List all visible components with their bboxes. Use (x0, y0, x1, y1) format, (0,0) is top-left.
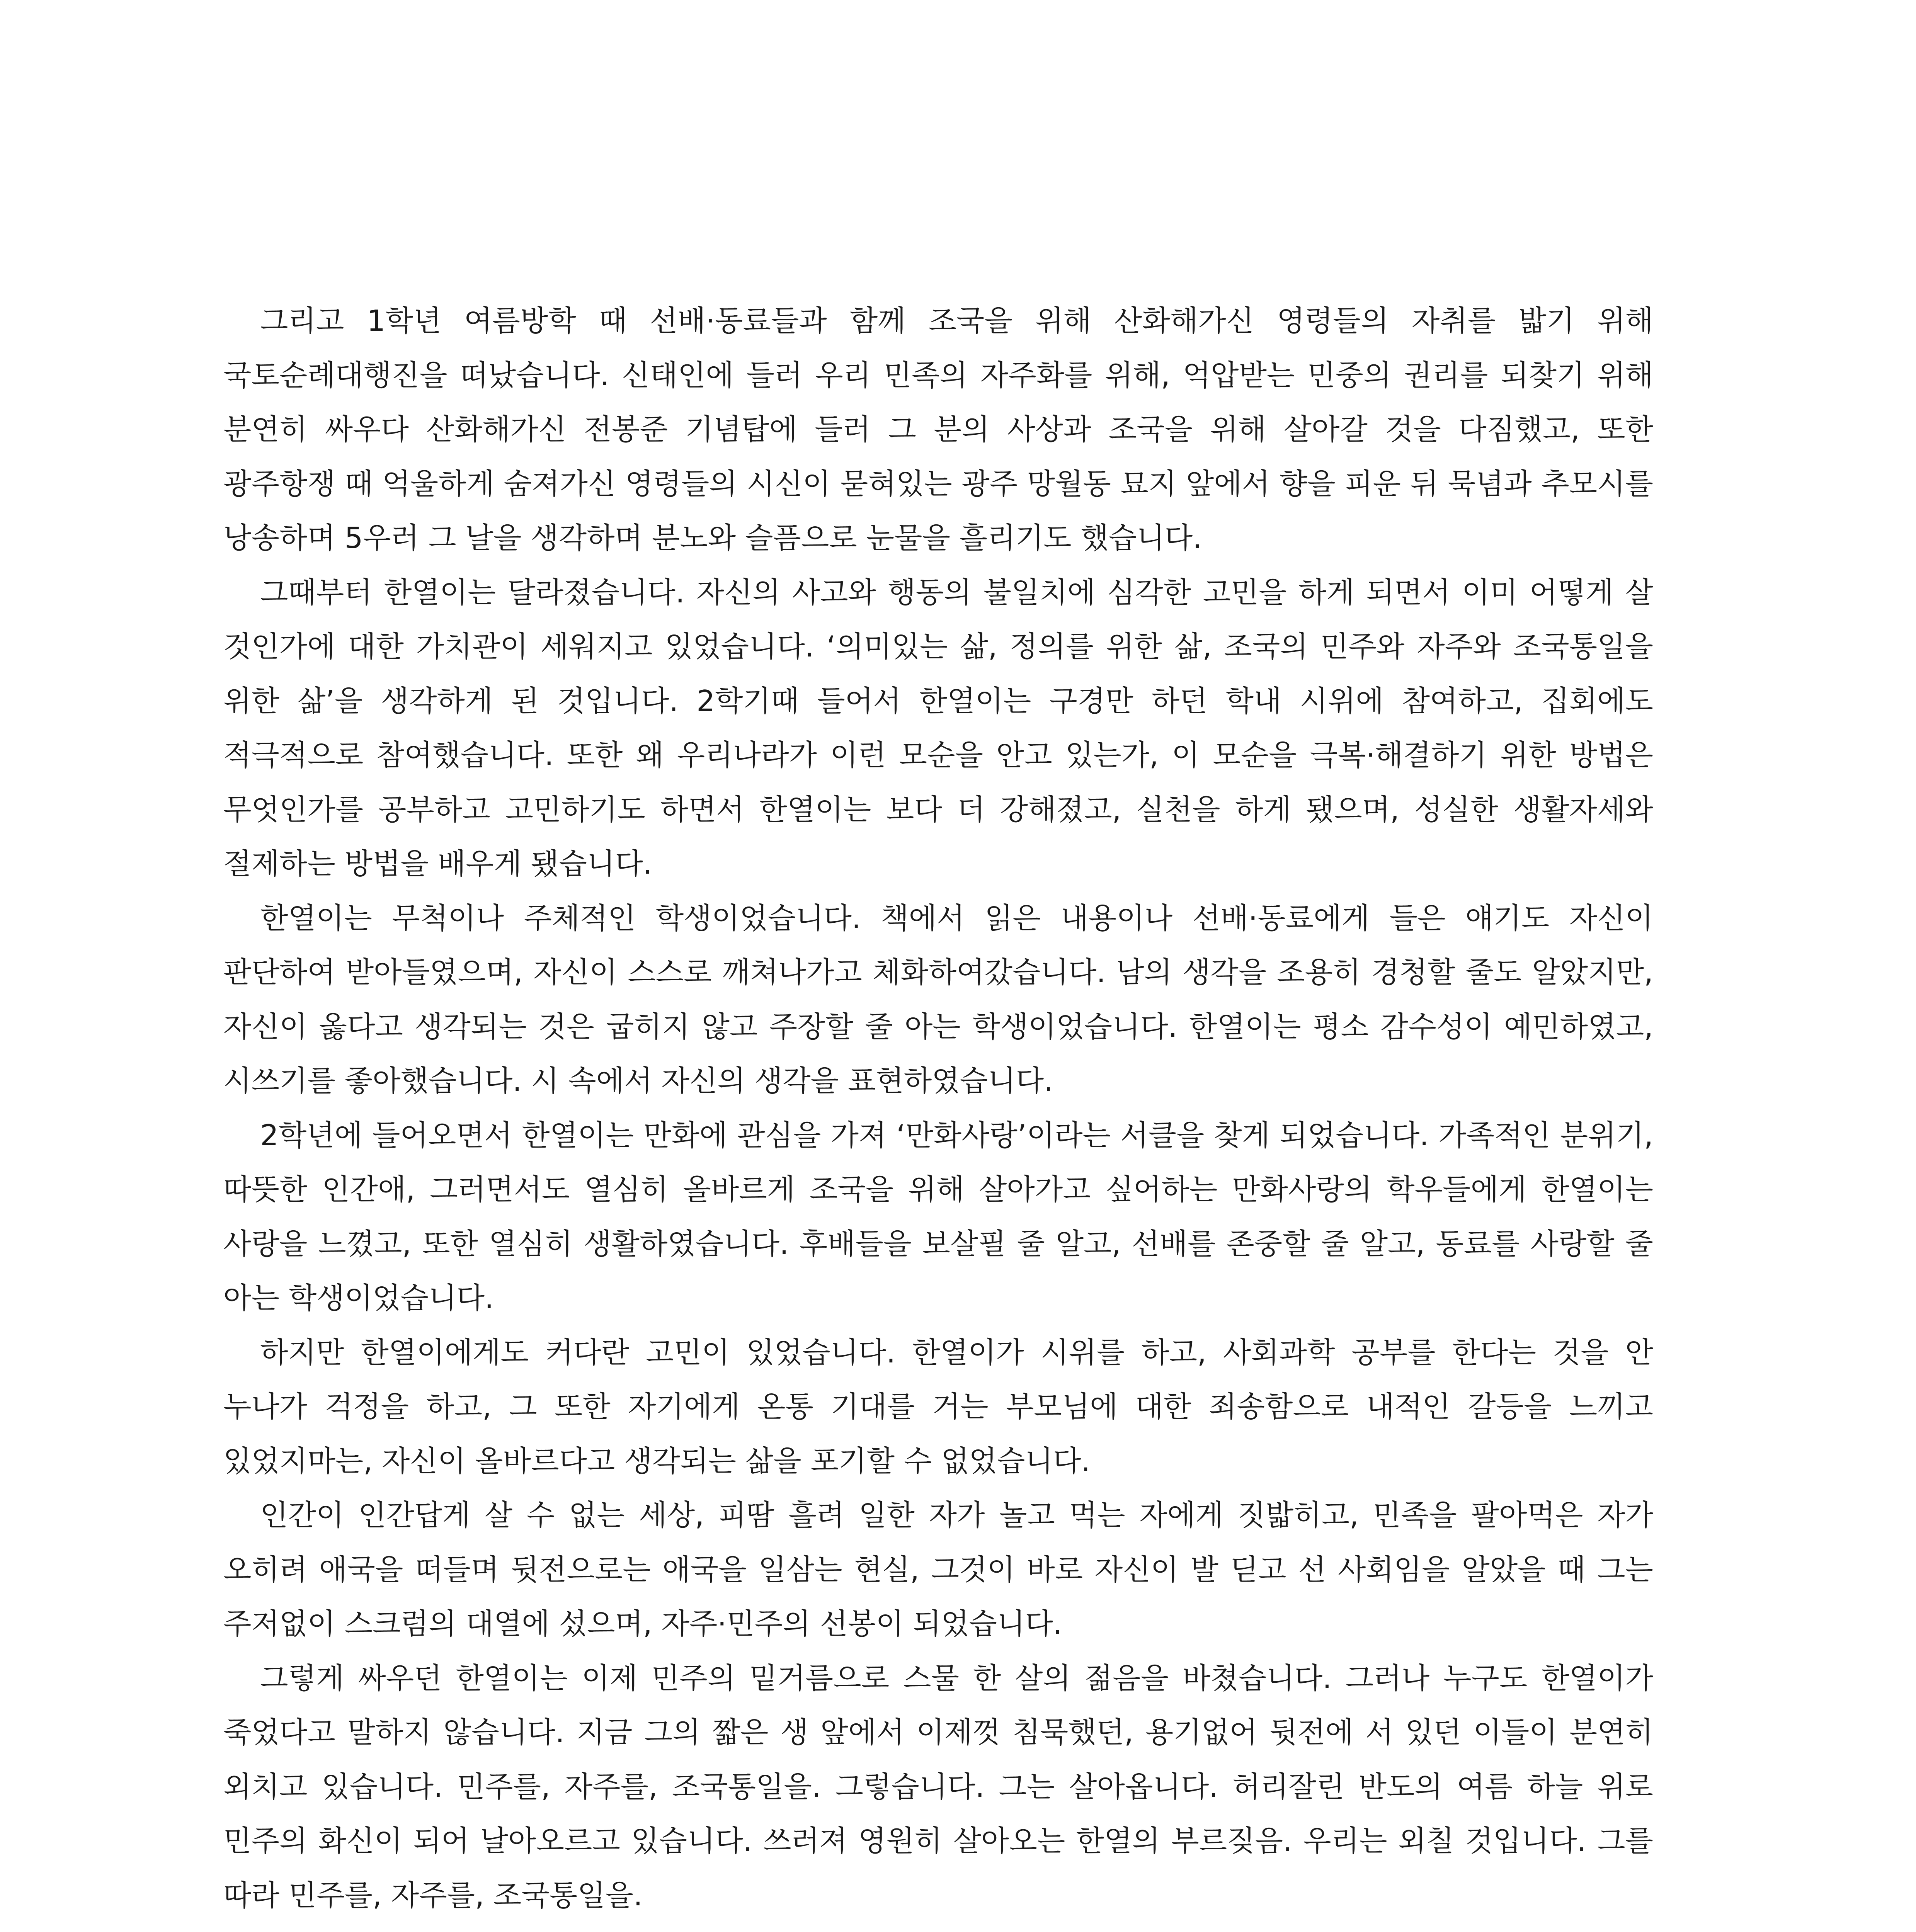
document-body (223, 294, 1653, 1922)
paragraph-2: 그때부터 한열이는 달라졌습니다. 자신의 사고와 행동의 불일치에 심각한 고민을 하게 되면서 이미 어떻게 살 것인가에 대한 가치관이 세워지고 있었습니다. ‘의미있는 삶, 정의를 위한 삶, 조국의 민주와 자주와 조국통일을 위한 삶’을 생각하게 된 것입니다. 2학기때 들어서 한열이는 구경만 하던 학내 시위에 참여하고, 집회에도 적극적으로 참여했습니다. 또한 왜 우리나라가 이런 모순을 안고 있는가, 이 모순을 극복·해결하기 위한 방법은 무엇인가를 공부하고 고민하기도 하면서 한열이는 보다 더 강해졌고, 실천을 하게 됐으며, 성실한 생활자세와 절제하는 방법을 배우게 됐습니다. (223, 575, 1653, 881)
paragraph-5: 하지만 한열이에게도 커다란 고민이 있었습니다. 한열이가 시위를 하고, 사회과학 공부를 한다는 것을 안 누나가 걱정을 하고, 그 또한 자기에게 온통 기대를 거는 부모님에 대한 죄송함으로 내적인 갈등을 느끼고 있었지마는, 자신이 올바르다고 생각되는 삶을 포기할 수 없었습니다. (223, 1335, 1653, 1478)
paragraph-7: 그렇게 싸우던 한열이는 이제 민주의 밑거름으로 스물 한 살의 젊음을 바쳤습니다. 그러나 누구도 한열이가 죽었다고 말하지 않습니다. 지금 그의 짧은 생 앞에서 이제껏 침묵했던, 용기없어 뒷전에 서 있던 이들이 분연히 외치고 있습니다. 민주를, 자주를, 조국통일을. 그렇습니다. 그는 살아옵니다. 허리잘린 반도의 여름 하늘 위로 민주의 화신이 되어 날아오르고 있습니다. 쓰러져 영원히 살아오는 한열의 부르짖음. 우리는 외칠 것입니다. 그를 따라 민주를, 자주를, 조국통일을. (223, 1661, 1653, 1912)
paragraph-6: 인간이 인간답게 살 수 없는 세상, 피땀 흘려 일한 자가 놀고 먹는 자에게 짓밟히고, 민족을 팔아먹은 자가 오히려 애국을 떠들며 뒷전으로는 애국을 일삼는 현실, 그것이 바로 자신이 발 딛고 선 사회임을 알았을 때 그는 주저없이 스크럼의 대열에 섰으며, 자주·민주의 선봉이 되었습니다. (223, 1498, 1653, 1641)
paragraph-4: 2학년에 들어오면서 한열이는 만화에 관심을 가져 ‘만화사랑’이라는 서클을 찾게 되었습니다. 가족적인 분위기, 따뜻한 인간애, 그러면서도 열심히 올바르게 조국을 위해 살아가고 싶어하는 만화사랑의 학우들에게 한열이는 사랑을 느꼈고, 또한 열심히 생활하였습니다. 후배들을 보살필 줄 알고, 선배를 존중할 줄 알고, 동료를 사랑할 줄 아는 학생이었습니다. (223, 1118, 1653, 1315)
paragraph-3: 한열이는 무척이나 주체적인 학생이었습니다. 책에서 읽은 내용이나 선배·동료에게 들은 얘기도 자신이 판단하여 받아들였으며, 자신이 스스로 깨쳐나가고 체화하여갔습니다. 남의 생각을 조용히 경청할 줄도 알았지만, 자신이 옳다고 생각되는 것은 굽히지 않고 주장할 줄 아는 학생이었습니다. 한열이는 평소 감수성이 예민하였고, 시쓰기를 좋아했습니다. 시 속에서 자신의 생각을 표현하였습니다. (223, 901, 1653, 1098)
paragraph-1: 그리고 1학년 여름방학 때 선배·동료들과 함께 조국을 위해 산화해가신 영령들의 자취를 밟기 위해 국토순례대행진을 떠났습니다. 신태인에 들러 우리 민족의 자주화를 위해, 억압받는 민중의 권리를 되찾기 위해 분연히 싸우다 산화해가신 전봉준 기념탑에 들러 그 분의 사상과 조국을 위해 살아갈 것을 다짐했고, 또한 광주항쟁 때 억울하게 숨져가신 영령들의 시신이 묻혀있는 광주 망월동 묘지 앞에서 향을 피운 뒤 묵념과 추모시를 낭송하며 5우러 그 날을 생각하며 분노와 슬픔으로 눈물을 흘리기도 했습니다. (223, 304, 1653, 555)
